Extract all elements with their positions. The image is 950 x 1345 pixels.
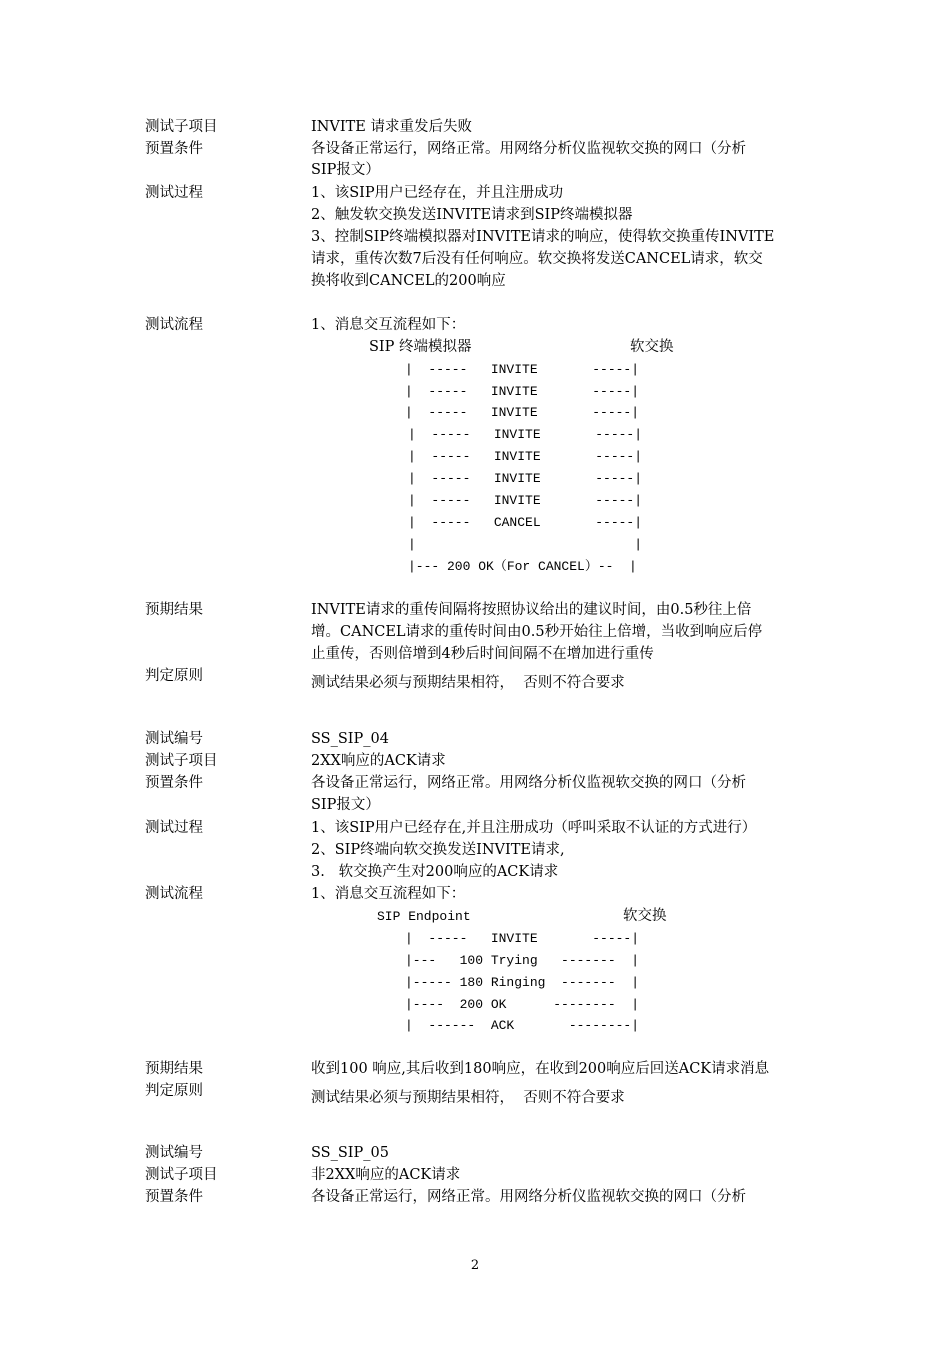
page-number: 2 bbox=[470, 1258, 480, 1273]
field-value-procedure-line: 3. 软交换产生对200响应的ACK请求 bbox=[311, 864, 559, 880]
field-value-procedure-line: 请求，重传次数7后没有任何响应。软交换将发送CANCEL请求，软交 bbox=[311, 251, 763, 267]
field-label-judgement: 判定原则 bbox=[145, 668, 203, 684]
field-value-procedure-line: 2、SIP终端向软交换发送INVITE请求, bbox=[311, 842, 565, 858]
field-value-precondition-line: 各设备正常运行，网络正常。用网络分析仪监视软交换的网口（分析 bbox=[311, 775, 746, 791]
field-value-procedure-line: 换将收到CANCEL的200响应 bbox=[311, 273, 506, 289]
field-value-precondition-line: 各设备正常运行，网络正常。用网络分析仪监视软交换的网口（分析 bbox=[311, 1189, 746, 1205]
diagram-line: |--- 100 Trying ------- | bbox=[405, 953, 640, 968]
field-value-expected-line: 止重传，否则倍增到4秒后时间间隔不在增加进行重传 bbox=[311, 646, 654, 662]
field-label-test-procedure: 测试过程 bbox=[145, 185, 203, 201]
field-value-flow: 1、消息交互流程如下： bbox=[311, 317, 466, 333]
field-value-procedure-line: 1、该SIP用户已经存在,并且注册成功（呼叫采取不认证的方式进行） bbox=[311, 820, 757, 836]
field-value-judgement: 测试结果必须与预期结果相符， 否则不符合要求 bbox=[311, 1090, 625, 1106]
field-value-test-subitem: 非2XX响应的ACK请求 bbox=[311, 1167, 461, 1183]
field-value-test-subitem: 2XX响应的ACK请求 bbox=[311, 753, 446, 769]
field-label-test-subitem: 测试子项目 bbox=[145, 119, 218, 135]
field-value-test-id: SS_SIP_04 bbox=[311, 731, 389, 747]
diagram-line: | ----- INVITE -----| bbox=[405, 384, 640, 399]
diagram-line: | ----- CANCEL -----| bbox=[408, 515, 643, 530]
diagram-line: | ----- INVITE -----| bbox=[405, 362, 640, 377]
diagram-header-right: 软交换 bbox=[623, 908, 667, 924]
diagram-line: | ----- INVITE -----| bbox=[408, 449, 643, 464]
diagram-line: |---- 200 OK -------- | bbox=[405, 997, 640, 1012]
field-label-test-flow: 测试流程 bbox=[145, 317, 203, 333]
field-value-expected-line: 增。CANCEL请求的重传时间由0.5秒开始往上倍增，当收到响应后停 bbox=[311, 624, 763, 640]
diagram-line: |--- 200 OK（For CANCEL）-- | bbox=[408, 559, 637, 574]
diagram-line: | ----- INVITE -----| bbox=[408, 471, 643, 486]
field-value-precondition-line: SIP报文） bbox=[311, 162, 380, 178]
diagram-line: | | bbox=[408, 537, 643, 552]
field-label-judgement: 判定原则 bbox=[145, 1083, 203, 1099]
field-value-expected-line: INVITE请求的重传间隔将按照协议给出的建议时间，由0.5秒往上倍 bbox=[311, 602, 752, 618]
field-value-procedure-line: 2、触发软交换发送INVITE请求到SIP终端模拟器 bbox=[311, 207, 633, 223]
field-value-procedure-line: 3、控制SIP终端模拟器对INVITE请求的响应，使得软交换重传INVITE bbox=[311, 229, 775, 245]
diagram-header-left: SIP Endpoint bbox=[377, 909, 471, 924]
field-label-test-id: 测试编号 bbox=[145, 731, 203, 747]
diagram-line: |----- 180 Ringing ------- | bbox=[405, 975, 640, 990]
diagram-line: | ----- INVITE -----| bbox=[405, 931, 640, 946]
field-value-precondition-line: SIP报文） bbox=[311, 797, 380, 813]
diagram-header-right: 软交换 bbox=[630, 339, 674, 355]
field-label-precondition: 预置条件 bbox=[145, 141, 203, 157]
field-label-precondition: 预置条件 bbox=[145, 775, 203, 791]
field-value-judgement: 测试结果必须与预期结果相符， 否则不符合要求 bbox=[311, 675, 625, 691]
field-label-precondition: 预置条件 bbox=[145, 1189, 203, 1205]
field-label-expected-result: 预期结果 bbox=[145, 602, 203, 618]
field-value-test-id: SS_SIP_05 bbox=[311, 1145, 389, 1161]
field-value-expected-line: 收到100 响应,其后收到180响应，在收到200响应后回送ACK请求消息 bbox=[311, 1061, 770, 1077]
field-label-expected-result: 预期结果 bbox=[145, 1061, 203, 1077]
diagram-header-left: SIP 终端模拟器 bbox=[369, 339, 472, 355]
diagram-line: | ----- INVITE -----| bbox=[408, 493, 643, 508]
diagram-line: | ----- INVITE -----| bbox=[408, 427, 643, 442]
diagram-line: | ----- INVITE -----| bbox=[405, 405, 640, 420]
field-label-test-flow: 测试流程 bbox=[145, 886, 203, 902]
field-label-test-procedure: 测试过程 bbox=[145, 820, 203, 836]
field-value-test-subitem: INVITE 请求重发后失败 bbox=[311, 119, 472, 135]
diagram-line: | ------ ACK --------| bbox=[405, 1018, 640, 1033]
field-value-precondition-line: 各设备正常运行，网络正常。用网络分析仪监视软交换的网口（分析 bbox=[311, 141, 746, 157]
field-value-flow: 1、消息交互流程如下： bbox=[311, 886, 466, 902]
field-label-test-subitem: 测试子项目 bbox=[145, 1167, 218, 1183]
field-label-test-subitem: 测试子项目 bbox=[145, 753, 218, 769]
field-value-procedure-line: 1、该SIP用户已经存在，并且注册成功 bbox=[311, 185, 564, 201]
field-label-test-id: 测试编号 bbox=[145, 1145, 203, 1161]
